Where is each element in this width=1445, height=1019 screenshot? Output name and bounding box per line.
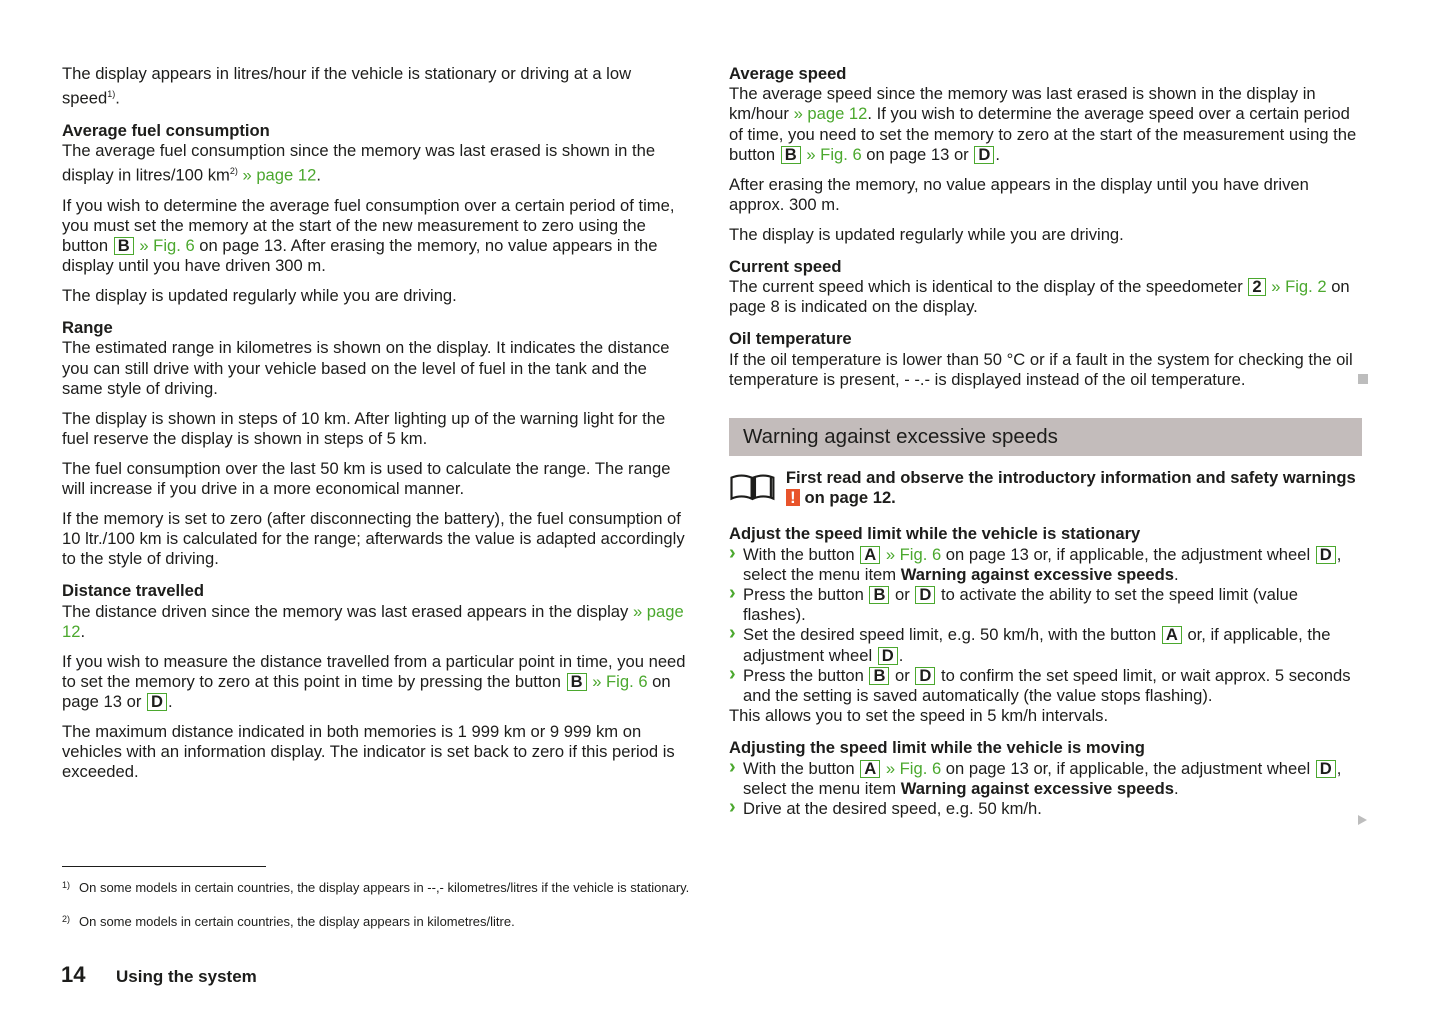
text: Oil temperature — [729, 329, 852, 349]
text: on page 13 or, if applicable, the adjustment wheel — [941, 758, 1315, 778]
text: Distance travelled — [62, 581, 205, 601]
note-text: First read and observe the introductory information and safety warnings — [785, 468, 1356, 488]
paragraph — [729, 84, 1359, 165]
page-link[interactable]: » Fig. 6 — [881, 544, 942, 564]
subheading — [729, 524, 1359, 544]
text: . — [80, 621, 86, 641]
paragraph — [62, 286, 690, 306]
text: The average speed since the memory was last erased is shown in the display in km/hour — [729, 84, 1316, 124]
footnote-ref[interactable]: 2) — [229, 166, 238, 177]
text: on page 13. After erasing the memory, no value appears in the display until you have driven 300 m. — [62, 236, 658, 276]
paragraph — [62, 64, 690, 109]
paragraph — [62, 141, 690, 186]
text: on page 13 or — [62, 671, 671, 711]
text: If you wish to determine the average fuel consumption over a certain period of time, you must set the memory at the start of the new measurement to zero using the button — [62, 195, 675, 256]
paragraph — [62, 338, 690, 399]
button-key-label: D — [915, 586, 935, 604]
button-key-label: B — [869, 586, 889, 604]
subheading — [729, 329, 1359, 349]
text: The distance driven since the memory was last erased appears in the display — [62, 601, 629, 621]
text: The display is updated regularly while you are driving. — [62, 286, 457, 306]
paragraph — [62, 459, 690, 499]
subheading — [62, 318, 690, 338]
text: Adjusting the speed limit while the vehicle is moving — [729, 738, 1145, 758]
button-key-label: D — [147, 693, 167, 711]
section-end-marker — [1358, 374, 1368, 384]
text: The fuel consumption over the last 50 km is used to calculate the range. The range will increase if you drive in a more economical manner. — [62, 458, 671, 498]
text: The display is shown in steps of 10 km. After lighting up of the warning light for the fuel reserve the display is shown in steps of 5 km. — [62, 408, 666, 448]
button-key-label: B — [114, 237, 134, 255]
section-title: Warning against excessive speeds — [729, 418, 1362, 456]
text: If the memory is set to zero (after disconnecting the battery), the fuel consumption of 10 ltr./100 km is calculated for the range; afterwards the value is adapted accordingly to the style of driving. — [62, 508, 685, 569]
text: or, if applicable, the adjustment wheel — [743, 625, 1331, 665]
page-link[interactable]: » Fig. 2 — [1266, 277, 1327, 297]
footnote-2 — [62, 914, 692, 931]
safety-note — [729, 468, 1359, 508]
book-icon — [729, 468, 776, 504]
text: Press the button — [743, 585, 869, 605]
paragraph — [62, 509, 690, 570]
text: . — [316, 165, 321, 185]
text: Average speed — [729, 64, 847, 83]
text: Range — [62, 318, 113, 338]
text: or — [890, 665, 915, 685]
page-link[interactable]: » Fig. 6 — [134, 236, 195, 256]
text: Current speed — [729, 256, 842, 276]
paragraph — [62, 602, 690, 642]
footnote-text: On some models in certain countries, the display appears in --,- kilometres/litres if the vehicle is stationary. — [79, 880, 690, 895]
text: . — [167, 691, 173, 711]
paragraph — [729, 350, 1359, 390]
page-link[interactable]: » page 12 — [237, 165, 317, 185]
text: . If you wish to determine the average speed over a certain period of time, you need to set the memory to zero at the start of the measurement using the button — [729, 104, 1357, 164]
page-link[interactable]: » Fig. 6 — [801, 144, 862, 164]
button-key-label: D — [974, 146, 994, 164]
page-link[interactable]: » page 12 — [788, 104, 868, 124]
list-item — [729, 666, 1359, 706]
footnote-mark: 1) — [62, 880, 71, 890]
paragraph — [62, 409, 690, 449]
paragraph — [729, 225, 1359, 245]
subheading — [729, 64, 1359, 84]
list-item — [729, 759, 1359, 799]
button-key-label: B — [567, 673, 587, 691]
paragraph — [62, 652, 690, 713]
text: on page 8 is indicated on the display. — [729, 277, 1350, 317]
text: This allows you to set the speed in 5 km/h intervals. — [729, 706, 1109, 726]
right-column — [729, 64, 1359, 819]
paragraph — [62, 722, 690, 783]
text: Press the button — [743, 665, 869, 685]
safety-note-text — [786, 468, 1359, 508]
bold-text: Warning against excessive speeds — [900, 778, 1175, 798]
continue-marker-icon — [1358, 815, 1367, 825]
text: . — [1174, 564, 1179, 584]
left-column — [62, 64, 690, 792]
button-key-label: A — [860, 546, 880, 564]
page-number: 14 — [61, 962, 86, 987]
text: Set the desired speed limit, e.g. 50 km/h, with the button — [743, 625, 1161, 645]
footnote-text: On some models in certain countries, the display appears in kilometres/litre. — [79, 914, 515, 929]
text: If you wish to measure the distance travelled from a particular point in time, you need to set the memory to zero at this point in time by pressing the button — [62, 651, 686, 691]
footnote-divider — [62, 866, 266, 867]
chapter-title: Using the system — [116, 967, 257, 986]
right-top-blocks — [729, 64, 1359, 390]
text: The display is updated regularly while you are driving. — [729, 224, 1124, 244]
text: Drive at the desired speed, e.g. 50 km/h. — [743, 799, 1042, 819]
page-link[interactable]: » Fig. 6 — [881, 758, 942, 778]
text: With the button — [743, 544, 860, 564]
text: . — [1174, 778, 1179, 798]
page-link[interactable]: » Fig. 6 — [587, 671, 648, 691]
text: After erasing the memory, no value appears in the display until you have driven approx. 300 m. — [729, 174, 1309, 214]
list-item — [729, 585, 1359, 625]
paragraph — [729, 175, 1359, 215]
text: on page 13 or — [861, 144, 974, 164]
list-item — [729, 545, 1359, 585]
text: The estimated range in kilometres is shown on the display. It indicates the distance you can still drive with your vehicle based on the level of fuel in the tank and the same style of driving. — [62, 338, 670, 398]
button-key-label: D — [1316, 546, 1336, 564]
paragraph — [729, 277, 1359, 317]
note-text-end: on page 12. — [799, 488, 896, 508]
text: . — [115, 88, 120, 108]
text: . — [898, 645, 904, 665]
text: If the oil temperature is lower than 50 °C or if a fault in the system for checking the oil temperature is present, - -.- is displayed instead of the oil temperature. — [729, 349, 1353, 389]
paragraph — [729, 706, 1359, 726]
bold-text: Warning against excessive speeds — [900, 564, 1175, 584]
button-key-label: D — [1316, 760, 1336, 778]
button-key-label: 2 — [1248, 278, 1265, 296]
subheading — [729, 738, 1359, 758]
subheading — [62, 121, 690, 141]
text: The maximum distance indicated in both memories is 1 999 km or 9 999 km on vehicles with an information display. The indicator is set back to zero if this period is exceeded. — [62, 721, 675, 782]
button-key-label: B — [781, 146, 801, 164]
list-item — [729, 625, 1359, 665]
warning-icon: ! — [786, 489, 800, 506]
page-link[interactable]: » page 12 — [62, 601, 684, 641]
text: , select the menu item — [743, 758, 1342, 798]
text: to confirm the set speed limit, or wait approx. 5 seconds and the setting is saved automatically (the value stops flashing). — [743, 665, 1351, 706]
text: or — [890, 585, 915, 605]
button-key-label: D — [878, 647, 898, 665]
right-bottom-blocks — [729, 524, 1359, 819]
subheading — [729, 257, 1359, 277]
button-key-label: A — [860, 760, 880, 778]
footnote-1 — [62, 880, 692, 897]
list-item — [729, 799, 1359, 819]
text: Average fuel consumption — [62, 120, 270, 140]
text: to activate the ability to set the speed limit (value flashes). — [743, 585, 1298, 625]
paragraph — [62, 196, 690, 277]
text: The display appears in litres/hour if the vehicle is stationary or driving at a low speed — [62, 64, 632, 108]
text: With the button — [743, 758, 860, 778]
text: on page 13 or, if applicable, the adjustment wheel — [941, 544, 1315, 564]
text: The average fuel consumption since the memory was last erased is shown in the display in litres/100 km — [62, 141, 656, 185]
button-key-label: D — [915, 667, 935, 685]
button-key-label: B — [869, 667, 889, 685]
subheading — [62, 581, 690, 601]
footnote-ref[interactable]: 1) — [107, 89, 116, 100]
text: The current speed which is identical to the display of the speedometer — [729, 277, 1248, 297]
text: Adjust the speed limit while the vehicle is stationary — [729, 524, 1141, 544]
text: . — [995, 144, 1000, 164]
text: , select the menu item — [743, 544, 1342, 584]
footnote-mark: 2) — [62, 914, 71, 924]
button-key-label: A — [1162, 626, 1182, 644]
